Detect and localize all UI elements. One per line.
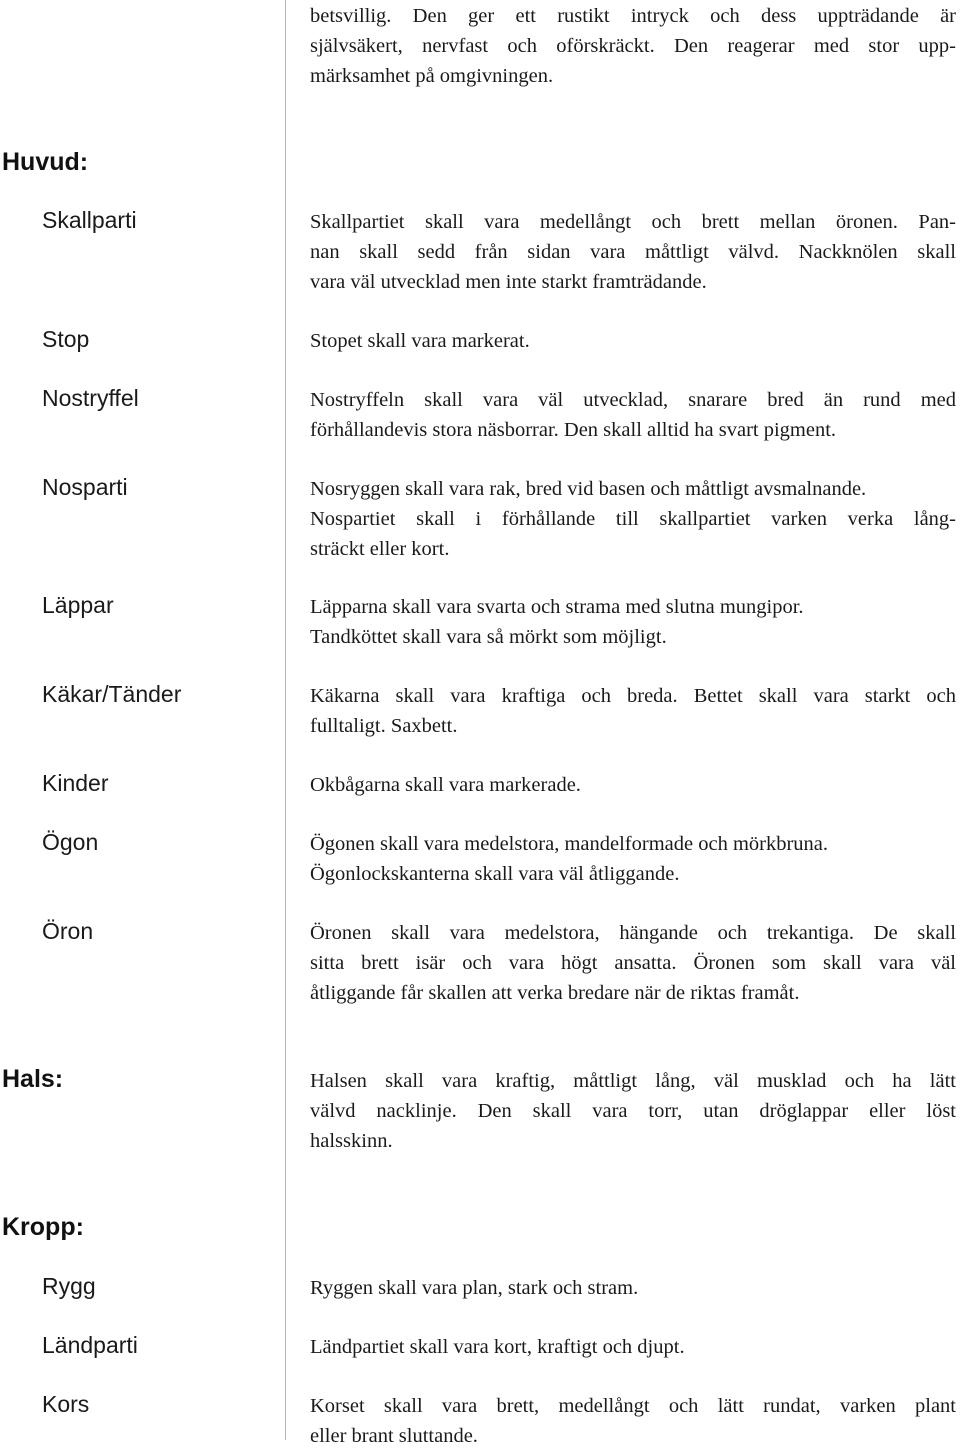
text-line: sitta brett isär och vara högt ansatta. Öronen som skall vara väl — [310, 952, 956, 974]
desc-ogon — [310, 829, 956, 889]
term-lappar: Läppar — [42, 592, 114, 618]
desc-oron — [310, 918, 956, 1008]
section-heading-hals: Hals: — [2, 1065, 64, 1093]
text-line: Stopet skall vara markerat. — [310, 330, 530, 352]
term-landparti: Ländparti — [42, 1332, 138, 1358]
term-rygg: Rygg — [42, 1273, 96, 1299]
term-skallparti: Skallparti — [42, 207, 137, 233]
term-ogon: Ögon — [42, 829, 99, 855]
section-heading-kropp: Kropp: — [2, 1213, 84, 1241]
text-line: Nospartiet skall i förhållande till skallpartiet varken verka lång- — [310, 508, 956, 530]
desc-kinder — [310, 770, 956, 800]
text-line: eller brant sluttande. — [310, 1425, 478, 1447]
text-line: Okbågarna skall vara markerade. — [310, 774, 581, 796]
desc-stop — [310, 326, 956, 356]
section-heading-huvud: Huvud: — [2, 148, 89, 176]
intro-paragraph — [310, 1, 956, 91]
text-line: Ländpartiet skall vara kort, kraftigt och djupt. — [310, 1336, 685, 1358]
text-line: Läpparna skall vara svarta och strama med slutna mungipor. — [310, 596, 804, 618]
text-line: Skallpartiet skall vara medellångt och brett mellan öronen. Pan- — [310, 211, 956, 233]
desc-kakar-tander — [310, 681, 956, 741]
text-line: vara väl utvecklad men inte starkt framträdande. — [310, 271, 707, 293]
text-line: förhållandevis stora näsborrar. Den skall alltid ha svart pigment. — [310, 419, 837, 441]
text-line: välvd nacklinje. Den skall vara torr, utan dröglappar eller löst — [310, 1100, 956, 1122]
term-kakar-tander: Käkar/Tänder — [42, 681, 182, 707]
text-line: självsäkert, nervfast och oförskräckt. Den reagerar med stor upp- — [310, 35, 956, 57]
text-line: märksamhet på omgivningen. — [310, 65, 554, 87]
text-line: Ögonen skall vara medelstora, mandelformade och mörkbruna. — [310, 833, 829, 855]
text-line: sträckt eller kort. — [310, 538, 450, 560]
text-line: Käkarna skall vara kraftiga och breda. Bettet skall vara starkt och — [310, 685, 956, 707]
desc-landparti — [310, 1332, 956, 1362]
desc-nosparti — [310, 474, 956, 564]
text-line: Ryggen skall vara plan, stark och stram. — [310, 1277, 639, 1299]
term-stop: Stop — [42, 326, 90, 352]
text-line: Öronen skall vara medelstora, hängande och trekantiga. De skall — [310, 922, 956, 944]
text-line: Nostryffeln skall vara väl utvecklad, snarare bred än rund med — [310, 389, 956, 411]
text-line: betsvillig. Den ger ett rustikt intryck och dess uppträdande är — [310, 5, 956, 27]
term-kors: Kors — [42, 1391, 90, 1417]
text-line: åtliggande får skallen att verka bredare när de riktas framåt. — [310, 982, 800, 1004]
term-nostryffel: Nostryffel — [42, 385, 139, 411]
text-line: nan skall sedd från sidan vara måttligt välvd. Nackknölen skall — [310, 241, 956, 263]
desc-kors — [310, 1391, 956, 1451]
text-line: Halsen skall vara kraftig, måttligt lång, väl musklad och ha lätt — [310, 1070, 956, 1092]
text-line: Tandköttet skall vara så mörkt som möjligt. — [310, 626, 667, 648]
desc-nostryffel — [310, 385, 956, 445]
text-line: Nosryggen skall vara rak, bred vid basen och måttligt avsmalnande. — [310, 478, 867, 500]
text-line: fulltaligt. Saxbett. — [310, 715, 458, 737]
term-kinder: Kinder — [42, 770, 109, 796]
desc-rygg — [310, 1273, 956, 1303]
term-nosparti: Nosparti — [42, 474, 128, 500]
desc-skallparti — [310, 207, 956, 297]
desc-lappar — [310, 592, 956, 652]
text-line: Ögonlockskanterna skall vara väl åtliggande. — [310, 863, 680, 885]
text-line: halsskinn. — [310, 1130, 393, 1152]
desc-hals — [310, 1066, 956, 1156]
term-oron: Öron — [42, 918, 94, 944]
text-line: Korset skall vara brett, medellångt och lätt rundat, varken plant — [310, 1395, 956, 1417]
column-divider — [285, 0, 286, 1440]
